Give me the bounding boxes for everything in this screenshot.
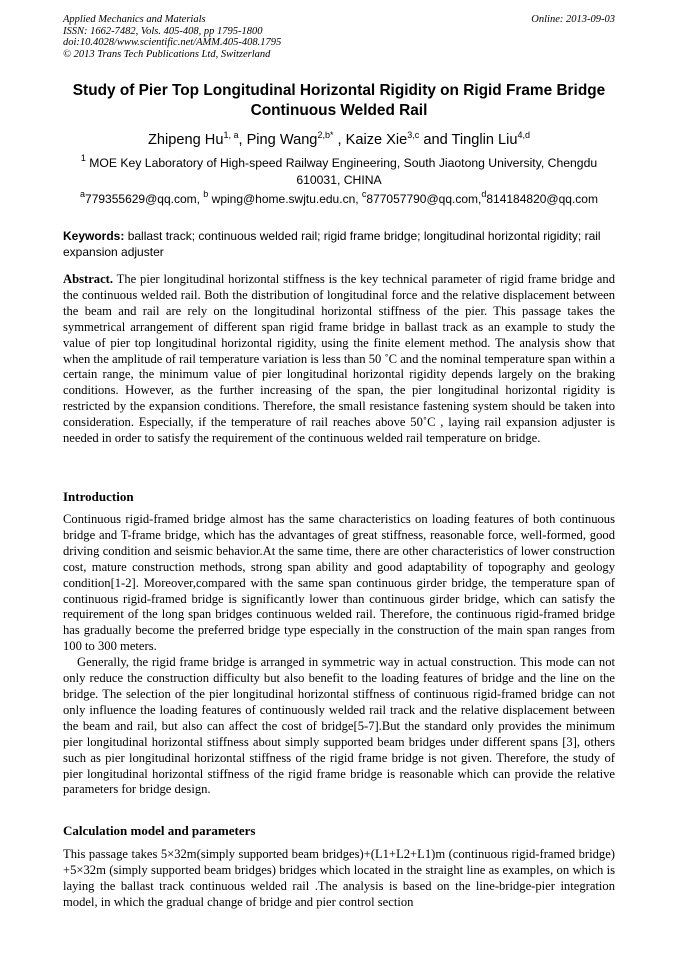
abstract (63, 272, 615, 447)
online-date: Online: 2013-09-03 (531, 14, 615, 25)
author-emails (40, 191, 638, 207)
author-affiliation-mark: 1, a (223, 130, 239, 140)
abstract-label: Abstract. (63, 272, 114, 286)
issn-line: ISSN: 1662-7482, Vols. 405-408, pp 1795-1800 (63, 25, 263, 37)
journal-header (63, 14, 615, 60)
author-separator: , (238, 132, 247, 148)
email-link[interactable]: 779355629@qq.com, (85, 192, 204, 206)
author-name: Zhipeng Hu (148, 132, 224, 148)
email-link[interactable]: 877057790@qq.com, (366, 192, 482, 206)
doi-line[interactable]: doi:10.4028/www.scientific.net/AMM.405-408.1795 (63, 37, 282, 48)
email-mark: d (481, 189, 487, 199)
section-heading-calculation-model: Calculation model and parameters (63, 823, 256, 838)
keywords-label: Keywords: (63, 229, 125, 243)
author-separator: , (333, 132, 346, 148)
author-name: Kaize Xie (345, 132, 408, 148)
affiliation-mark: 1 (80, 153, 86, 163)
journal-name: Applied Mechanics and Materials (63, 14, 206, 25)
email-link[interactable]: wping@home.swjtu.edu.cn, (208, 192, 362, 206)
calculation-body (63, 847, 615, 911)
author-name: Ping Wang (246, 132, 318, 148)
email-mark: c (361, 189, 367, 199)
abstract-text: The pier longitudinal horizontal stiffness is the key technical parameter of rigid frame bridge and the continuous welded rail. Both the distribution of longitudinal force and the relative displacement between the beam and rail are rely on the longitudinal horizontal stiffness of the pier. This passage takes the symmetrical arrangement of different span rigid frame bridge in ballast track as an example to study the value of pier top longitudinal horizontal rigidity, using the finite element method. The analysis show that when the amplitude of rail temperature variation is less than 50 ˚C and the nominal temperature span within a certain range, the minimum value of pier longitudinal horizontal rigidity depends largely on the braking conditions. However, as the further increasing of the span, the pier longitudinal horizontal rigidity is restricted by the expansion conditions. Therefore, the small resistance fastening system should be taken into consideration. Especially, if the temperature of rail reaches above 50˚C , laying rail expansion adjuster is needed in order to satisfy the requirement of the continuous welded rail temperature on bridge. (63, 272, 615, 446)
keywords (63, 228, 615, 260)
paragraph: This passage takes 5×32m(simply supported beam bridges)+(L1+L2+L1)m (continuous rigid-framed bridge) +5×32m (simply supported beam bridges) bridges which located in the straight line as examples, on which is laying the ballast track continuous welded rail .The analysis is based on the line-bridge-pier integration model, in which the gradual change of bridge and pier control section (63, 847, 615, 909)
email-mark: a (80, 189, 86, 199)
affiliation-text: MOE Key Laboratory of High-speed Railway Engineering, South Jiaotong University, Chengdu 610031, CHINA (85, 156, 598, 187)
email-link[interactable]: 814184820@qq.com (486, 192, 598, 206)
section-heading-introduction: Introduction (63, 489, 134, 504)
keywords-text: ballast track; continuous welded rail; rigid frame bridge; longitudinal horizontal rigidity; rail expansion adjuster (63, 229, 601, 259)
author-affiliation-mark: 2,b* (317, 130, 334, 140)
author-list (40, 130, 638, 150)
author-affiliation-mark: 4,d (517, 130, 530, 140)
paper-title: Study of Pier Top Longitudinal Horizontal Rigidity on Rigid Frame Bridge Continuous Welded Rail (72, 82, 606, 119)
author-name: Tinglin Liu (451, 132, 518, 148)
paragraph: Generally, the rigid frame bridge is arranged in symmetric way in actual construction. This mode can not only reduce the construction difficulty but also benefit to the loading features of bridge and the line on the bridge. The selection of the pier longitudinal horizontal stiffness of continuous rigid-framed bridge can not only influence the loading features of continuously welded rail track and the relative displacement between the beam and rail, but also can affect the cost of bridge[5-7].But the standard only provides the minimum pier longitudinal horizontal stiffness about simply supported beam bridges under different spans [3], others such as pier longitudinal horizontal stiffness of the rigid frame bridge is not given. Therefore, the study of pier longitudinal horizontal stiffness of the rigid frame bridge is reasonable which can provide the relative parameters for bridge design. (63, 655, 615, 797)
paragraph: Continuous rigid-framed bridge almost has the same characteristics on loading features of both continuous bridge and T-frame bridge, which has the advantages of great stiffness, reasonable force, well-formed, good driving condition and seismic behavior.At the same time, there are other characteristics of lower construction cost, mature construction methods, strong span ability and good adaptability of topography and geology condition[1-2]. Moreover,compared with the same span continuous girder bridge, the temperature span of continuous rigid-framed bridge is significantly lower than continuous girder bridge, which can satisfy the requirement of the long span bridges continuous welded rail. Therefore, the continuous rigid-framed bridge has gradually become the preferred bridge type especially in the construction of the main span ranges from 100 to 300 meters. (63, 512, 615, 654)
affiliation (60, 155, 618, 189)
email-mark: b (203, 189, 209, 199)
copyright-line: © 2013 Trans Tech Publications Ltd, Switzerland (63, 48, 271, 60)
author-separator: and (419, 132, 452, 148)
author-affiliation-mark: 3,c (407, 130, 420, 140)
introduction-body (63, 512, 615, 798)
